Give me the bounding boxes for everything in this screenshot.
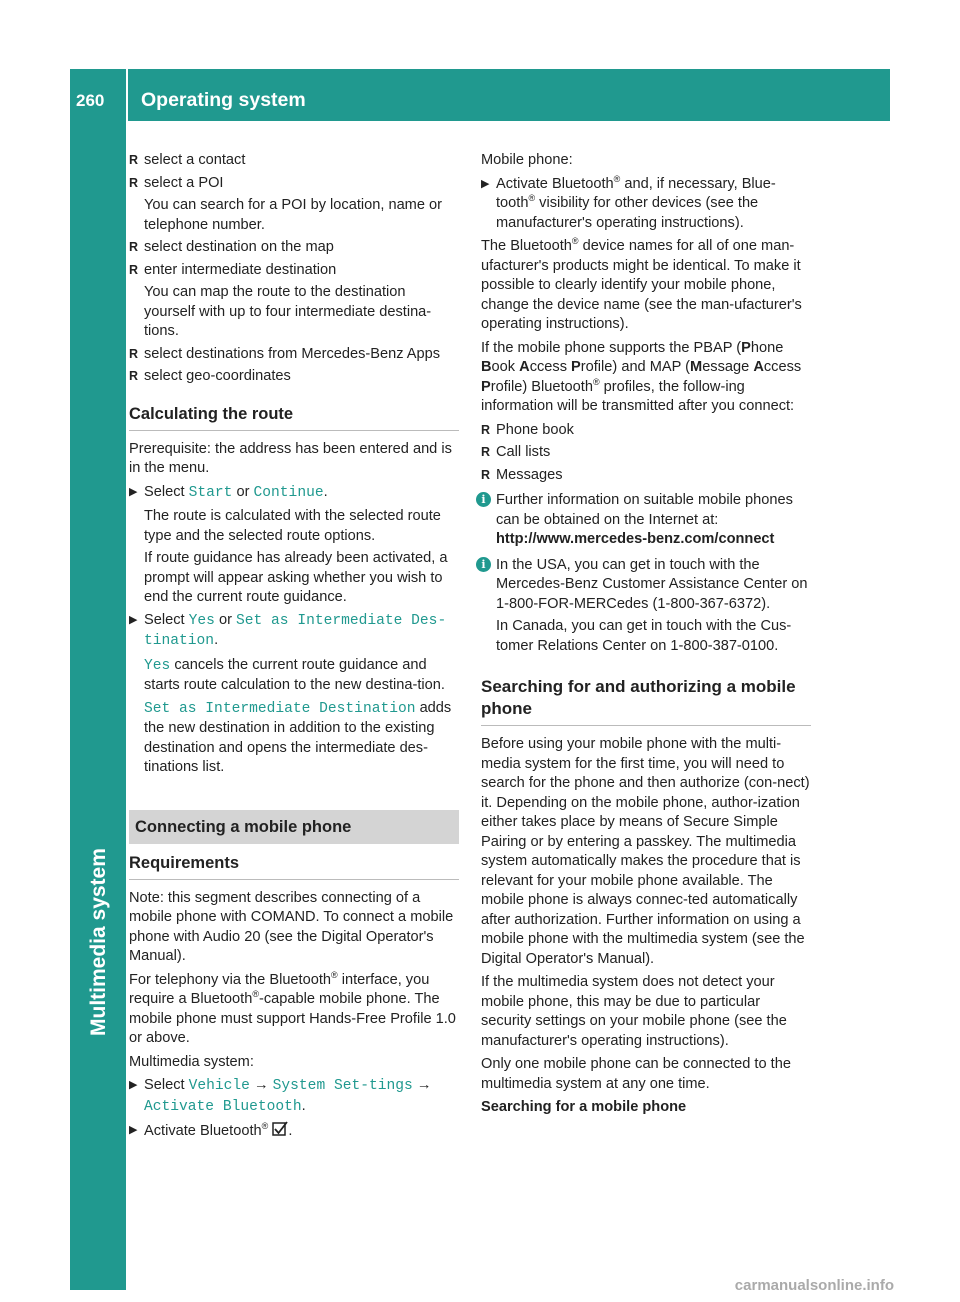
search-paragraph-2: If the multimedia system does not detect your mobile phone, this may be due to particular security settings on your mobile phone (see the manufacturer's operating instructions). [481, 974, 787, 1049]
step-select-word: Select [144, 483, 185, 500]
continue-option[interactable]: Continue [253, 484, 324, 501]
requirements-note: Note: this segment describes connecting of a mobile phone with COMAND. To connect a mobile phone with Audio 20 (see the Digital Operator's Manual). [129, 889, 454, 964]
device-names-note [481, 237, 811, 335]
step1-result: The route is calculated with the selected route type and the selected route options. [144, 508, 441, 544]
step-arrow-icon: ▶ [129, 613, 138, 626]
registered-mark: ® [261, 1121, 269, 1132]
yes-option[interactable]: Yes [188, 612, 215, 629]
pbap-k: essage [702, 359, 750, 375]
step-arrow-icon: ▶ [481, 177, 490, 190]
yes-label: Yes [144, 657, 171, 674]
yes-description [144, 656, 459, 696]
checkbox-checked-icon [272, 1121, 288, 1144]
pbap-b: P [741, 339, 751, 356]
watermark: carmanualsonline.info [734, 1277, 894, 1294]
pbap-e: ook [491, 359, 520, 375]
pbap-f: A [519, 359, 530, 375]
req-text-c: -capable mobile phone. The mobile phone must support Hands-Free Profile 1.0 or above. [129, 991, 456, 1046]
left-column [129, 151, 459, 1148]
yes-desc: cancels the current route guidance and starts route calculation to the new destina-tion. [144, 656, 445, 693]
req-text-b: interface, you require a Bluetooth [129, 971, 430, 1007]
pbap-m: ccess [763, 359, 802, 375]
activate-bt-text: Activate Bluetooth [144, 1123, 262, 1139]
requirements-heading: Requirements [129, 852, 459, 880]
set-label: Set as Intermediate Destination [144, 700, 416, 717]
registered-mark: ® [528, 193, 536, 204]
menu-arrow: → [416, 1077, 432, 1093]
step-select-start [129, 483, 459, 504]
info1-url[interactable]: http://www.mercedes-benz.com/connect [496, 531, 775, 547]
page-title: Operating system [141, 89, 306, 111]
step-activate-bluetooth [129, 1121, 459, 1144]
section-title: Connecting a mobile phone [129, 810, 459, 844]
pbap-n: P [481, 378, 491, 395]
pbap-j: M [690, 359, 703, 375]
multimedia-label: Multimedia system: [129, 1053, 254, 1070]
registered-mark: ® [613, 173, 621, 184]
set-intermediate-option[interactable]: Set as Intermediate Des-tination [144, 612, 447, 649]
pbap-o: rofile) Bluetooth [490, 378, 593, 395]
list-item: R Call lists [481, 443, 811, 463]
step-period: . [214, 632, 219, 648]
step-or-word: or [236, 483, 250, 500]
system-settings-option[interactable]: System Set-tings [272, 1078, 413, 1094]
step-select-yes [129, 611, 459, 652]
calculating-route-heading: Calculating the route [129, 403, 459, 431]
mp-text-b: and, if necessary, Blue-tooth [496, 175, 776, 211]
pbap-g: ccess [529, 359, 572, 375]
step-select-vehicle [129, 1076, 459, 1117]
pbap-c: hone [750, 339, 784, 356]
req-text-a: For telephony via the Bluetooth [129, 971, 332, 988]
set-desc: adds the new destination in addition to the existing destination and opens the intermediate des-tinations list. [144, 699, 452, 775]
step-period: . [288, 1123, 293, 1139]
search-heading: Searching for and authorizing a mobile phone [481, 676, 811, 726]
info2-canada: In Canada, you can get in touch with the Cus-tomer Relations Center on 1-800-387-0100. [496, 618, 792, 654]
side-tab [70, 121, 126, 1232]
search-paragraph-1: Before using your mobile phone with the multi-media system for the first time, you will need to search for the phone and then authorize (con-nect) it. Depending on the mobile phone, author-ization either takes place by means of Secure Simple Pairing or by entering a passkey. The multimedia system automatically makes the procedure that is relevant for your mobile phone available. The mobile phone is always connec-ted automatically after authorization. Further information on using a mobile phone with the multimedia system (see the Digital Operator's Manual). [481, 736, 810, 967]
info-suitable-phones [481, 491, 811, 550]
menu-arrow: → [254, 1077, 269, 1093]
mobile-label: Mobile phone: [481, 152, 573, 168]
step-period: . [323, 483, 328, 500]
info1-text: Further information on suitable mobile phones can be obtained on the Internet at: [496, 492, 793, 528]
page-number: 260 [76, 91, 105, 110]
registered-mark: ® [252, 989, 259, 1000]
bluetooth-requirement [129, 971, 459, 1049]
pbap-h: P [571, 359, 581, 375]
info-icon: i [476, 557, 491, 572]
list-item: R enter intermediate destination [129, 261, 459, 281]
side-tab-end [70, 1232, 126, 1290]
calc-prereq: Prerequisite: the address has been entered and is in the menu. [129, 440, 452, 476]
route-note: You can map the route to the destination yourself with up to four intermediate destina-tions. [144, 284, 432, 339]
pbap-i: rofile) and MAP ( [580, 359, 691, 375]
list-item: R select a contact [129, 151, 459, 171]
vehicle-option[interactable]: Vehicle [188, 1078, 250, 1094]
info2-text: In the USA, you can get in touch with the Mercedes-Benz Customer Assistance Center on 1-800-FOR-MERCedes (1-800-367-6372). [496, 556, 808, 612]
search-paragraph-3: Only one mobile phone can be connected to the multimedia system at any one time. [481, 1056, 791, 1092]
list-item: R select destinations from Mercedes-Benz Apps [129, 345, 459, 365]
list-item: R Phone book [481, 421, 811, 441]
step-activate-phone-bt [481, 175, 811, 234]
step-arrow-icon: ▶ [129, 1124, 138, 1136]
step-arrow-icon: ▶ [129, 485, 138, 498]
mp-text-a: Activate Bluetooth [496, 175, 614, 192]
step-select-word: Select [144, 611, 185, 628]
list-item: R Messages [481, 466, 811, 486]
pbap-note [481, 339, 811, 417]
registered-mark: ® [571, 236, 579, 247]
set-description [144, 699, 459, 778]
registered-mark: ® [592, 376, 600, 387]
names-text-a: The Bluetooth [481, 238, 572, 254]
pbap-a: If the mobile phone supports the PBAP ( [481, 339, 742, 356]
step-arrow-icon: ▶ [129, 1079, 138, 1091]
poi-note: You can search for a POI by location, name or telephone number. [144, 197, 442, 233]
step-or-word: or [218, 611, 232, 628]
header-divider [126, 69, 128, 121]
registered-mark: ® [331, 969, 338, 980]
list-item: R select geo-coordinates [129, 367, 459, 387]
mp-text-c: visibility for other devices (see the manufacturer's operating instructions). [496, 195, 759, 231]
pbap-p: profiles, the follow-ing information will be transmitted after you connect: [481, 378, 795, 414]
activate-bluetooth-option[interactable]: Activate Bluetooth [144, 1098, 302, 1115]
step-select-word: Select [144, 1077, 185, 1093]
info-usa-contact [481, 556, 811, 657]
pbap-l: A [753, 359, 764, 375]
list-item: R select a POI [129, 174, 459, 194]
right-column [481, 151, 811, 1122]
start-option[interactable]: Start [188, 484, 233, 501]
step1-note: If route guidance has already been activated, a prompt will appear asking whether you wish to end the current route guidance. [144, 550, 448, 605]
pbap-d: B [481, 359, 492, 375]
names-text-b: device names for all of one man-ufacturer's products might be identical. To make it possible to clearly identify your mobile phone, change the device name (see the man-ufacturer's operating instructions). [481, 238, 802, 332]
list-item: R select destination on the map [129, 238, 459, 258]
step-period: . [301, 1097, 306, 1114]
info-icon: i [476, 492, 491, 507]
search-subheading: Searching for a mobile phone [481, 1099, 687, 1115]
side-tab-label: Multimedia system [87, 848, 110, 1036]
